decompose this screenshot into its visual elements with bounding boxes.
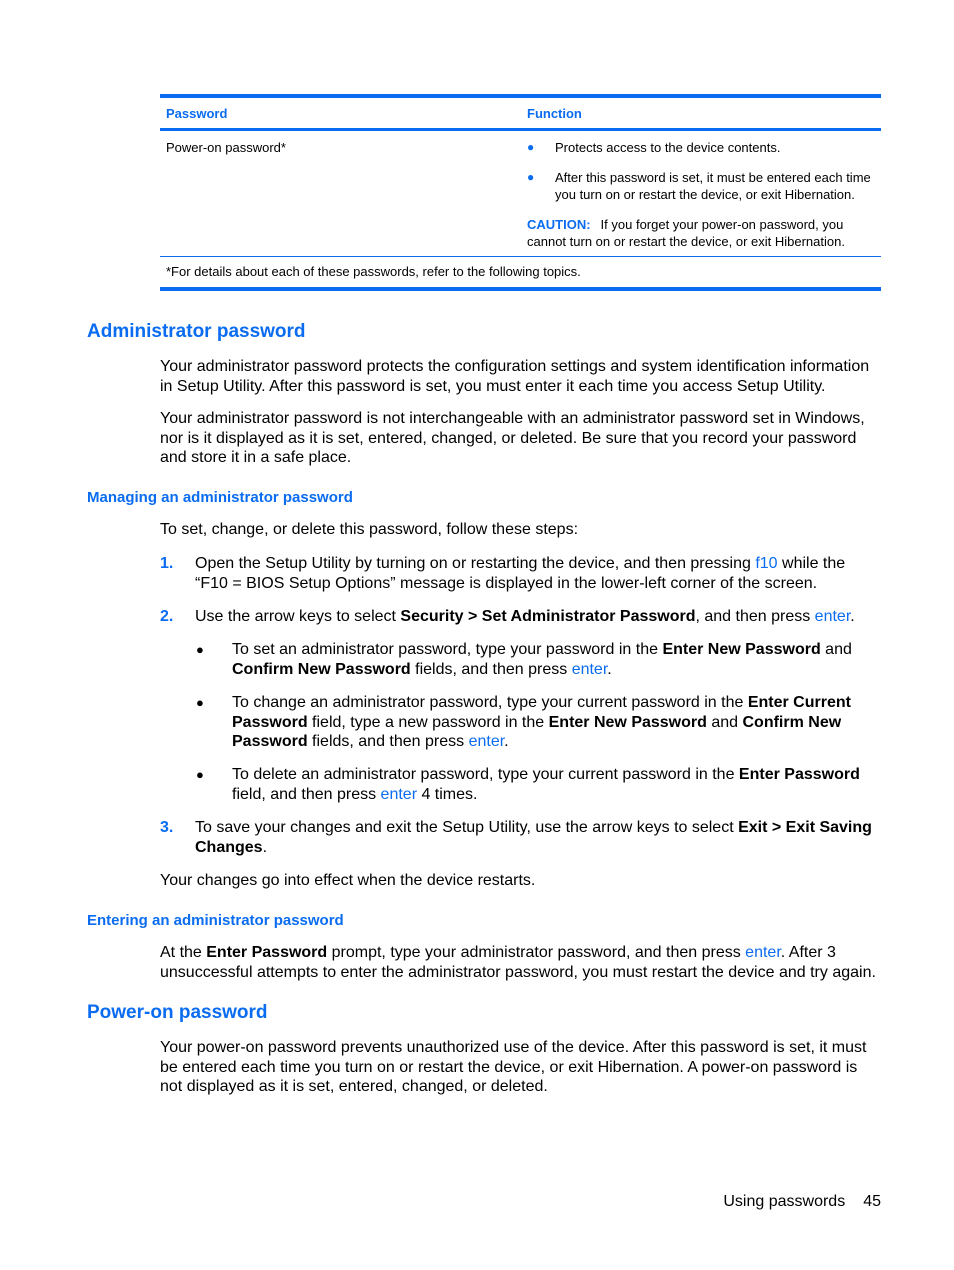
function-bullet-2 [527, 169, 875, 203]
entering-paragraph: At the Enter Password prompt, type your administrator password, and then press enter. After 3 unsuccessful attempts to enter the administrator password, you must restart the device and try again. [160, 944, 876, 981]
bullet-icon: ● [196, 695, 204, 710]
table-row [160, 131, 881, 256]
column-header-password: Password [166, 105, 228, 121]
heading-entering-admin-password: Entering an administrator password [87, 912, 344, 929]
key-enter: enter [745, 944, 781, 961]
heading-power-on-password: Power-on password [87, 1002, 268, 1023]
function-bullet-1 [527, 139, 875, 156]
row-password-name: Power-on password* [166, 140, 286, 155]
substep-delete [195, 765, 882, 804]
bullet-icon: ● [196, 767, 204, 782]
step-number: 3. [160, 819, 174, 836]
bullet-icon: ● [527, 170, 535, 184]
step-2 [160, 607, 882, 627]
managing-intro: To set, change, or delete this password, follow these steps: [160, 521, 579, 538]
step-3 [160, 818, 882, 857]
step-text: Open the Setup Utility by turning on or restarting the device, and then pressing f10 while the “F10 = BIOS Setup Options” message is displayed in the lower-left corner of the screen. [195, 555, 846, 592]
footer-section-title: Using passwords [723, 1193, 846, 1210]
key-enter: enter [571, 660, 608, 678]
substep-change [195, 693, 882, 752]
admin-paragraph-2: Your administrator password is not interchangeable with an administrator password set in Windows, nor is it displayed as it is set, entered, changed, or deleted. Be sure that you record your password and store it in a safe place. [160, 410, 865, 466]
table-bottom-rule [160, 287, 881, 291]
table-footnote: *For details about each of these passwords, refer to the following topics. [166, 264, 581, 279]
bullet-icon: ● [196, 642, 204, 657]
substep-text: To set an administrator password, type your password in the Enter New Password and Confirm New Password fields, and then press enter. [232, 641, 852, 678]
caution-note [527, 216, 875, 250]
step-text: To save your changes and exit the Setup Utility, use the arrow keys to select Exit > Exit Saving Changes. [195, 819, 872, 856]
poweron-paragraph: Your power-on password prevents unauthorized use of the device. After this password is set, it must be entered each time you turn on or restart the device, or exit Hibernation. A power-on password is not displayed as it is set, entered, changed, or deleted. [160, 1039, 867, 1095]
step-text: Use the arrow keys to select Security > Set Administrator Password, and then press enter. [195, 608, 855, 625]
substep-text: To change an administrator password, type your current password in the Enter Current Password field, type a new password in the Enter New Password and Confirm New Password fields, and then press enter. [232, 694, 851, 750]
key-enter: enter [814, 608, 851, 625]
row-function-cell [521, 139, 875, 250]
bullet-text: Protects access to the device contents. [555, 140, 781, 155]
managing-outro: Your changes go into effect when the device restarts. [160, 872, 536, 889]
column-header-function: Function [527, 105, 582, 121]
page-number: 45 [863, 1193, 881, 1210]
heading-administrator-password: Administrator password [87, 321, 306, 342]
table-header-row [160, 98, 881, 128]
bullet-icon: ● [527, 140, 535, 154]
step-number: 2. [160, 608, 174, 625]
bullet-text: After this password is set, it must be entered each time you turn on or restart the device, or exit Hibernation. [555, 170, 871, 202]
admin-paragraph-1: Your administrator password protects the configuration settings and system identification information in Setup Utility. After this password is set, you must enter it each time you access Setup Utility. [160, 358, 870, 395]
password-table [160, 94, 881, 291]
substep-set [195, 640, 882, 679]
page-footer [723, 1193, 881, 1211]
key-enter: enter [468, 733, 505, 750]
caution-label: CAUTION: [527, 217, 591, 232]
key-enter: enter [380, 785, 418, 803]
caution-text: If you forget your power-on password, you cannot turn on or restart the device, or exit Hibernation. [527, 217, 845, 249]
step-1 [160, 554, 882, 593]
step-number: 1. [160, 555, 174, 572]
heading-managing-admin-password: Managing an administrator password [87, 489, 353, 506]
substep-text: To delete an administrator password, type your current password in the Enter Password field, and then press enter 4 times. [232, 766, 860, 803]
key-f10: f10 [755, 555, 778, 572]
